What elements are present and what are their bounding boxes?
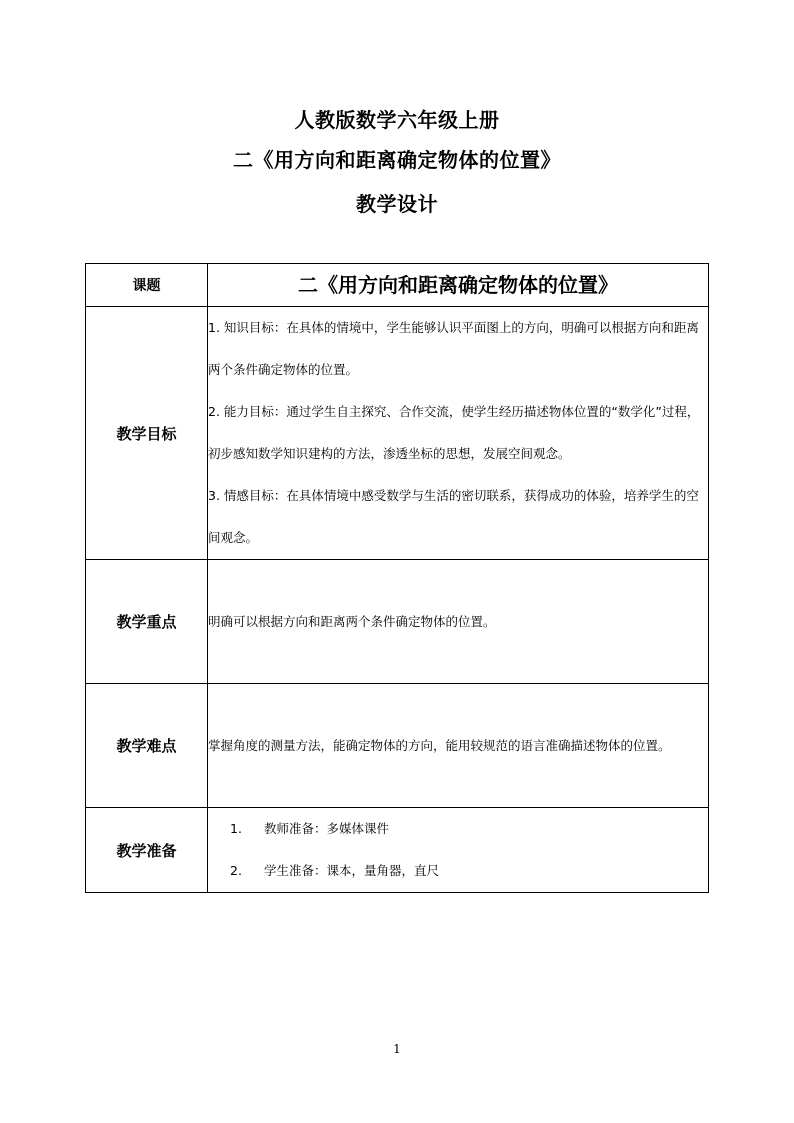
objective-item: 2. 能力目标：通过学生自主探究、合作交流，使学生经历描述物体位置的“数学化”过程，初步感知数学知识建构的方法，渗透坐标的思想，发展空间观念。 [208,404,700,461]
prep-value [208,808,709,893]
keypoint-label: 教学重点 [86,560,208,684]
row-prep [86,808,709,893]
prep-item-number: 1. [230,821,242,836]
difficulty-value: 掌握角度的测量方法，能确定物体的方向，能用较规范的语言准确描述物体的位置。 [208,684,709,808]
objectives-value [208,307,709,560]
row-keypoint [86,560,709,684]
prep-label: 教学准备 [86,808,208,893]
objective-item: 3. 情感目标：在具体情境中感受数学与生活的密切联系，获得成功的体验，培养学生的空间观念。 [208,488,699,545]
topic-value: 二《用方向和距离确定物体的位置》 [208,264,709,307]
prep-item [208,850,708,892]
prep-item [208,808,708,850]
row-objectives [86,307,709,560]
page-number: 1 [393,1042,401,1056]
row-difficulty [86,684,709,808]
topic-label: 课题 [86,264,208,307]
difficulty-label: 教学难点 [86,684,208,808]
objectives-label: 教学目标 [86,307,208,560]
prep-item-text: 教师准备：多媒体课件 [264,821,390,836]
prep-item-text: 学生准备：课本，量角器，直尺 [264,863,440,878]
title-line-1: 人教版数学六年级上册 [294,108,500,132]
lesson-plan-table [85,263,709,893]
objective-item: 1. 知识目标：在具体的情境中，学生能够认识平面图上的方向，明确可以根据方向和距离两个条件确定物体的位置。 [208,320,699,377]
prep-item-number: 2. [230,863,242,878]
row-topic [86,264,709,307]
keypoint-value: 明确可以根据方向和距离两个条件确定物体的位置。 [208,560,709,684]
title-line-2: 二《用方向和距离确定物体的位置》 [233,148,561,172]
title-line-3: 教学设计 [356,192,438,216]
